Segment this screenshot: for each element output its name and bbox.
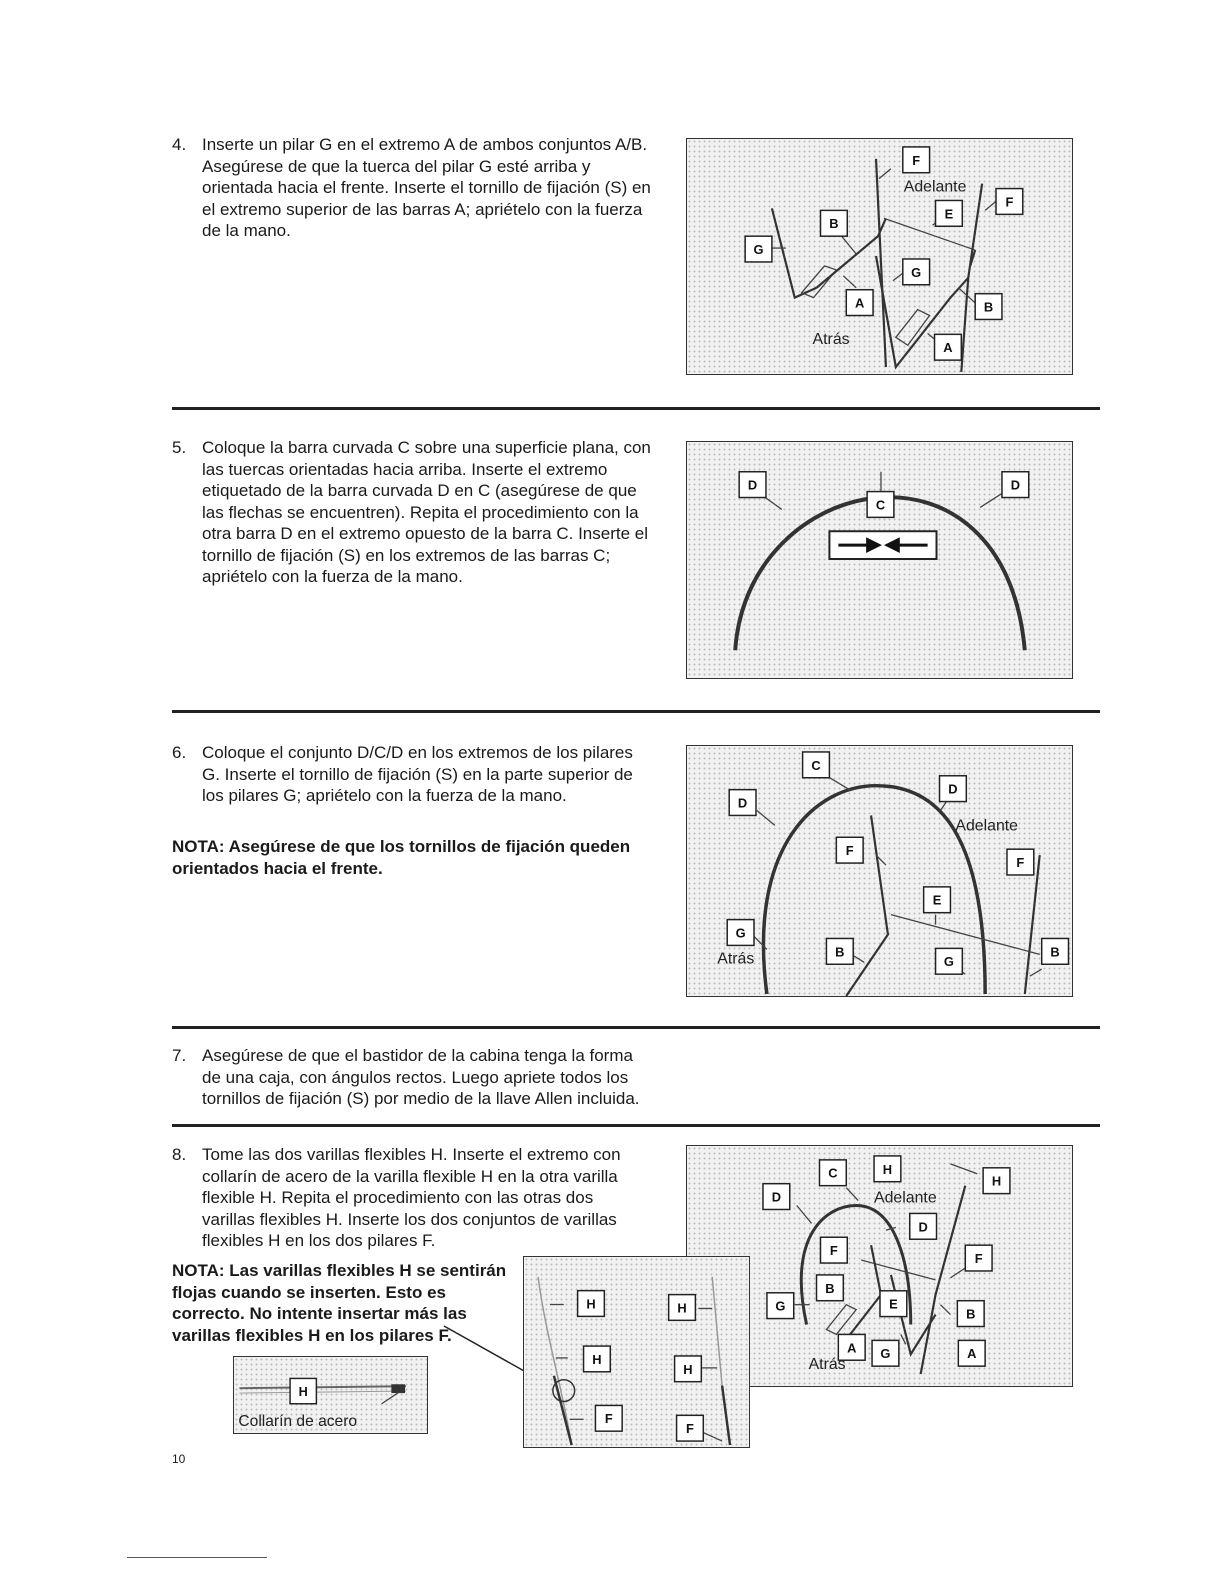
label-h <box>290 1378 316 1403</box>
label-h-1 <box>578 1291 605 1317</box>
svg-text:E: E <box>932 892 942 908</box>
front-text: Adelante <box>874 1189 937 1207</box>
label-d-left <box>739 472 766 498</box>
label-d-right <box>940 776 967 802</box>
label-g-bottom <box>872 1340 899 1366</box>
figure-step-4 <box>686 138 1073 375</box>
step-text: Asegúrese de que el bastidor de la cabina tenga la forma de una caja, con ángulos rectos. Luego apriete todos los tornillos de fijación (S) por medio de la llave Allen incluida. <box>202 1046 640 1108</box>
step-number: 6. <box>172 743 187 762</box>
svg-text:B: B <box>835 944 845 960</box>
back-text: Atrás <box>717 950 755 968</box>
label-e <box>924 887 951 913</box>
note-step-8: NOTA: Las varillas flexibles H se sentirán flojas cuando se inserten. Esto es correcto. No intente insertar más las varillas flexibles H en los pilares F. <box>172 1261 507 1345</box>
svg-text:G: G <box>911 264 922 280</box>
svg-text:F: F <box>974 1251 983 1267</box>
label-d-right <box>910 1213 937 1239</box>
label-d-left <box>763 1184 790 1210</box>
label-b-right <box>1042 938 1069 964</box>
svg-text:F: F <box>912 152 921 168</box>
footer-line <box>127 1557 267 1558</box>
svg-text:A: A <box>855 295 865 311</box>
label-h-4 <box>675 1356 702 1382</box>
svg-text:F: F <box>1016 855 1025 871</box>
step-text: Coloque el conjunto D/C/D en los extremos de los pilares G. Inserte el tornillo de fijación (S) en la parte superior de los pilares G; apriételo con la fuerza de la mano. <box>202 743 633 805</box>
label-d-left <box>729 790 756 816</box>
svg-text:D: D <box>948 781 958 797</box>
svg-text:G: G <box>735 925 746 941</box>
svg-text:F: F <box>1005 194 1014 210</box>
label-g-left <box>727 920 754 946</box>
svg-text:D: D <box>1010 477 1021 493</box>
step-text: Coloque la barra curvada C sobre una superficie plana, con las tuercas orientadas hacia arriba. Inserte el extremo etiquetado de la barra curvada D en C (asegúrese de que las flechas se encuentren). Repita el procedimiento con la otra barra D en el extremo opuesto de la barra C. Inserte el tornillo de fijación (S) en los extremos de las barras C; apriételo con la fuerza de la mano. <box>202 438 651 586</box>
label-b <box>821 210 848 236</box>
label-f-1 <box>595 1405 622 1431</box>
svg-text:G: G <box>775 1298 786 1314</box>
figure-steel-collar <box>233 1356 428 1434</box>
steel-collar-text: Collarín de acero <box>238 1413 358 1431</box>
svg-text:B: B <box>983 299 994 315</box>
svg-text:B: B <box>966 1306 976 1322</box>
svg-text:F: F <box>686 1421 694 1437</box>
svg-text:H: H <box>586 1296 596 1312</box>
svg-text:C: C <box>828 1165 838 1181</box>
svg-text:G: G <box>943 954 954 970</box>
label-f <box>903 147 930 173</box>
arrows-meet-symbol <box>829 531 936 559</box>
svg-text:C: C <box>875 497 886 513</box>
label-a-right <box>958 1340 985 1366</box>
svg-text:D: D <box>747 477 758 493</box>
label-a-right <box>935 334 962 360</box>
label-c <box>820 1160 847 1186</box>
svg-text:H: H <box>882 1161 893 1177</box>
front-text: Adelante <box>955 817 1019 835</box>
svg-text:D: D <box>771 1189 782 1205</box>
label-c <box>867 492 894 518</box>
step-text: Inserte un pilar G en el extremo A de ambos conjuntos A/B. Asegúrese de que la tuerca del pilar G esté arriba y orientada hacia el frente. Inserte el tornillo de fijación (S) en el extremo superior de las barras A; apriételo con la fuerza de la mano. <box>202 135 651 240</box>
svg-text:F: F <box>845 843 854 859</box>
label-g-right <box>903 259 930 285</box>
page-number: 10 <box>172 1452 186 1466</box>
svg-text:B: B <box>825 1280 835 1296</box>
label-f <box>820 1237 847 1263</box>
svg-text:F: F <box>604 1411 613 1427</box>
note-step-6: NOTA: Asegúrese de que los tornillos de fijación queden orientados hacia el frente. <box>172 837 631 878</box>
label-g-right <box>936 948 963 974</box>
svg-text:G: G <box>880 1346 891 1362</box>
svg-text:A: A <box>943 340 953 356</box>
section-divider <box>172 1124 1100 1127</box>
label-b-right <box>975 294 1002 320</box>
label-f-right <box>996 189 1023 215</box>
svg-text:B: B <box>829 216 839 232</box>
front-text: Adelante <box>903 178 967 196</box>
step-number: 4. <box>172 135 187 154</box>
step-number: 5. <box>172 438 187 457</box>
back-text: Atrás <box>812 331 850 349</box>
label-f-right <box>965 1245 992 1271</box>
svg-text:B: B <box>1050 944 1060 960</box>
figure-step-5 <box>686 441 1073 679</box>
svg-text:A: A <box>847 1340 857 1356</box>
section-divider <box>172 407 1100 410</box>
label-d-right <box>1002 472 1029 498</box>
svg-text:H: H <box>298 1384 308 1399</box>
label-g-left <box>767 1293 794 1319</box>
svg-text:A: A <box>967 1346 977 1362</box>
svg-text:C: C <box>811 757 821 773</box>
section-divider <box>172 710 1100 713</box>
step-text: Tome las dos varillas flexibles H. Inserte el extremo con collarín de acero de la varilla flexible H en la otra varilla flexible H. Repita el procedimiento con las otras dos varillas flexibles H. Inserte los dos conjuntos de varillas flexibles H en los dos pilares F. <box>202 1145 621 1250</box>
step-number: 8. <box>172 1145 187 1164</box>
label-f-right <box>1007 849 1034 875</box>
svg-text:E: E <box>889 1296 898 1312</box>
label-b <box>826 938 853 964</box>
section-divider <box>172 1026 1100 1029</box>
label-b <box>817 1275 844 1301</box>
figure-step-6 <box>686 745 1073 997</box>
label-h-2 <box>669 1295 696 1321</box>
svg-text:H: H <box>991 1173 1002 1189</box>
label-b-right <box>957 1301 984 1327</box>
label-h-top <box>874 1156 901 1182</box>
label-c <box>803 752 830 778</box>
svg-text:D: D <box>918 1219 928 1235</box>
label-g <box>745 236 772 262</box>
label-a <box>846 290 873 316</box>
step-number: 7. <box>172 1046 187 1065</box>
svg-text:F: F <box>829 1243 838 1259</box>
label-f <box>836 837 863 863</box>
svg-text:H: H <box>592 1351 602 1367</box>
svg-text:E: E <box>944 206 954 222</box>
figure-rod-detail <box>523 1256 750 1448</box>
svg-text:H: H <box>683 1361 693 1377</box>
label-h-3 <box>584 1346 611 1372</box>
svg-text:H: H <box>677 1300 687 1316</box>
back-text: Atrás <box>808 1356 846 1374</box>
svg-text:D: D <box>737 795 748 811</box>
svg-text:G: G <box>753 242 764 258</box>
label-f-2 <box>677 1415 704 1441</box>
label-e <box>880 1291 907 1317</box>
label-e <box>936 200 963 226</box>
label-h-right <box>983 1168 1010 1194</box>
